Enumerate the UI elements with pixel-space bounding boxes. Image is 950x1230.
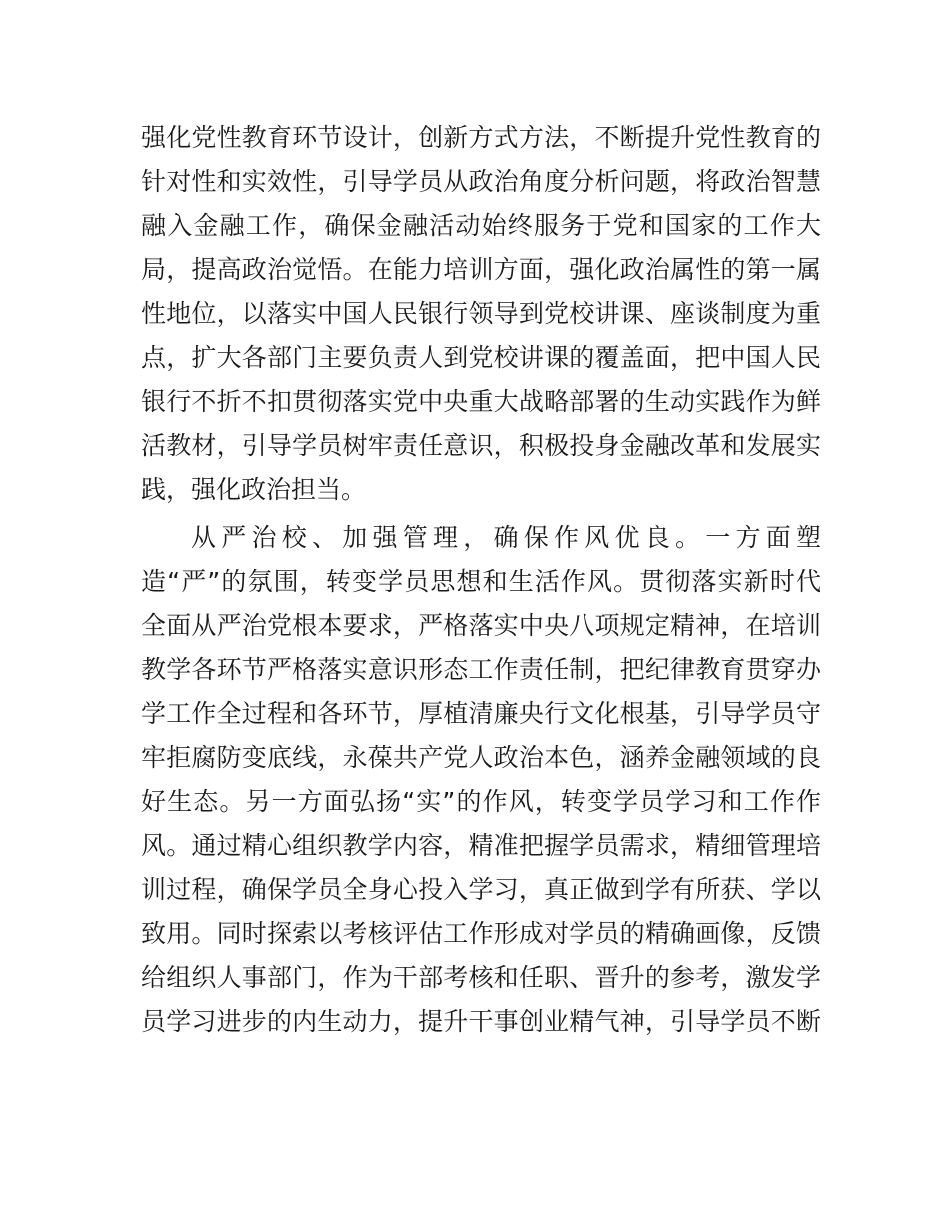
text-line: 全面从严治党根本要求，严格落实中央八项规定精神，在培训	[141, 611, 821, 640]
text-line: 银行不折不扣贯彻落实党中央重大战略部署的生动实践作为鲜	[141, 387, 821, 416]
text-line: 活教材，引导学员树牢责任意识，积极投身金融改革和发展实	[141, 431, 821, 460]
text-line: 员学习进步的内生动力，提升干事创业精气神，引导学员不断	[141, 1007, 821, 1036]
text-line: 训过程，确保学员全身心投入学习，真正做到学有所获、学以	[141, 875, 821, 904]
text-line: 践，强化政治担当。	[141, 475, 367, 504]
text-line: 造“严”的氛围，转变学员思想和生活作风。贯彻落实新时代	[141, 567, 821, 596]
body-text	[141, 116, 821, 1044]
text-line: 致用。同时探索以考核评估工作形成对学员的精确画像，反馈	[141, 919, 821, 948]
text-line: 局，提高政治觉悟。在能力培训方面，强化政治属性的第一属	[141, 255, 821, 284]
text-line: 风。通过精心组织教学内容，精准把握学员需求，精细管理培	[141, 831, 821, 860]
text-line: 学工作全过程和各环节，厚植清廉央行文化根基，引导学员守	[141, 699, 821, 728]
text-line: 强化党性教育环节设计，创新方式方法，不断提升党性教育的	[141, 123, 821, 152]
text-line: 性地位，以落实中国人民银行领导到党校讲课、座谈制度为重	[141, 299, 821, 328]
text-line: 融入金融工作，确保金融活动始终服务于党和国家的工作大	[141, 211, 821, 240]
text-line: 给组织人事部门，作为干部考核和任职、晋升的参考，激发学	[141, 963, 821, 992]
text-line: 教学各环节严格落实意识形态工作责任制，把纪律教育贯穿办	[141, 655, 821, 684]
text-line: 点，扩大各部门主要负责人到党校讲课的覆盖面，把中国人民	[141, 343, 821, 372]
text-line: 好生态。另一方面弘扬“实”的作风，转变学员学习和工作作	[141, 787, 821, 816]
text-line: 牢拒腐防变底线，永葆共产党人政治本色，涵养金融领域的良	[141, 743, 821, 772]
paragraph-strict-management	[141, 516, 821, 1044]
paragraph-party-education	[141, 116, 821, 512]
text-line: 针对性和实效性，引导学员从政治角度分析问题，将政治智慧	[141, 167, 821, 196]
text-line: 从严治校、加强管理，确保作风优良。一方面塑	[191, 523, 821, 552]
